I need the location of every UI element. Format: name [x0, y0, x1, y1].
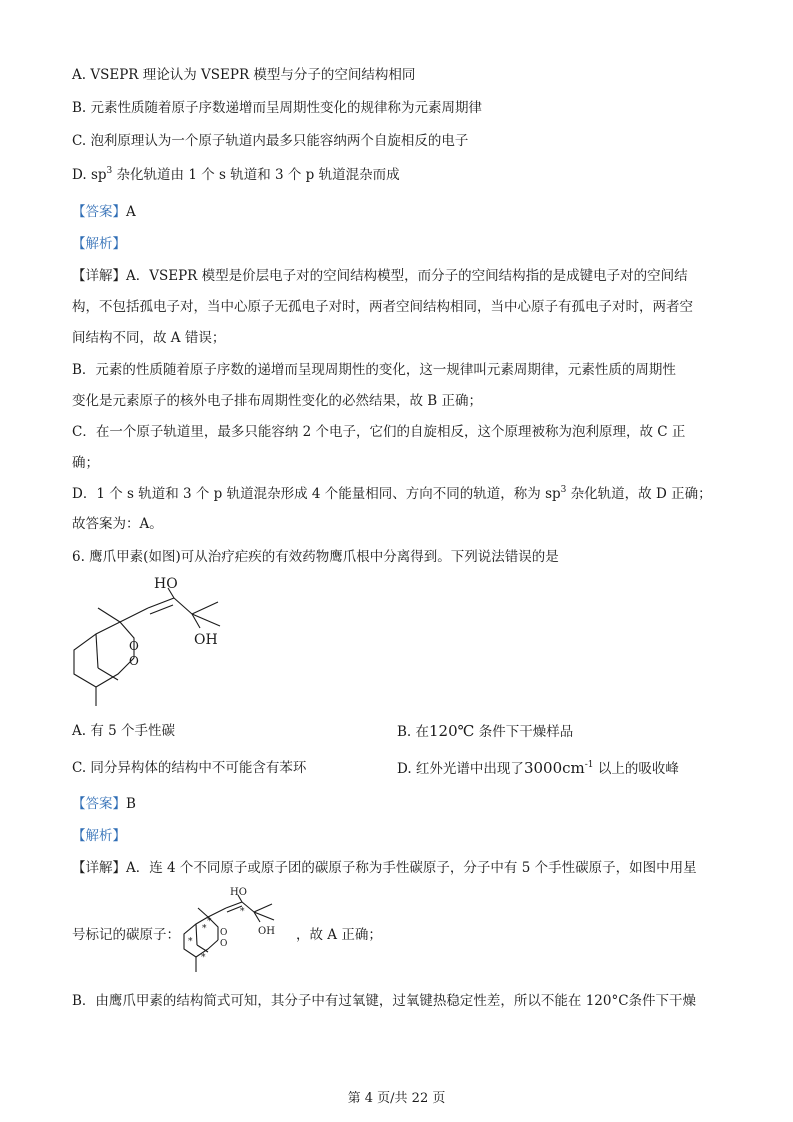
- small-ho-label: HO: [230, 887, 247, 898]
- q6-answer-tag: 【答案】: [72, 796, 126, 812]
- detail-a-line3: 间结构不同，故 A 错误；: [72, 330, 226, 346]
- q6-option-d-post: 以上的吸收峰: [593, 761, 679, 777]
- q6-analysis-tag: 【解析】: [72, 828, 126, 844]
- option-a: [72, 66, 415, 84]
- conclusion: 故答案为：A。: [72, 516, 163, 532]
- detail-d-line: [72, 485, 712, 503]
- q6-option-b-value: 120℃: [429, 722, 475, 740]
- oh-label: OH: [194, 632, 218, 648]
- option-d: [72, 166, 400, 184]
- option-b: [72, 99, 482, 117]
- option-d-pre: sp: [90, 167, 107, 183]
- detail-tag: 【详解】: [72, 268, 126, 284]
- q6-analysis-line: [72, 827, 126, 845]
- q6-detail-a-line2-pre: 号标记的碳原子：: [72, 927, 180, 943]
- q6-option-d-sup: -1: [584, 760, 594, 770]
- option-b-text: 元素性质随着原子序数递增而呈周期性变化的规律称为元素周期律: [90, 100, 483, 116]
- detail-d-post: 杂化轨道，故 D 正确；: [566, 486, 712, 502]
- q6-detail-b-line1: B．由鹰爪甲素的结构简式可知，其分子中有过氧键，过氧键热稳定性差，所以不能在 120°C条件下干燥: [72, 993, 697, 1009]
- option-a-label: A.: [72, 67, 87, 83]
- detail-b-line2: 变化是元素原子的核外电子排布周期性变化的必然结果，故 B 正确；: [72, 393, 483, 409]
- answer-tag: 【答案】: [72, 204, 126, 220]
- chiral-star-5: *: [201, 953, 206, 963]
- small-oh-label: OH: [258, 926, 275, 937]
- chiral-star-3: *: [207, 917, 212, 927]
- option-d-sup: 3: [106, 166, 113, 176]
- small-o2-label: O: [220, 939, 228, 949]
- page-footer: 第 4 页/共 22 页: [347, 1091, 446, 1106]
- answer-line: [72, 203, 136, 221]
- option-d-post: 杂化轨道由 1 个 s 轨道和 3 个 p 轨道混杂而成: [112, 167, 400, 183]
- molecule-structure-starred: [178, 884, 290, 974]
- q6-option-d-pre: D. 红外光谱中出现了: [397, 761, 524, 777]
- detail-d-sup: 3: [560, 485, 567, 495]
- q6-detail-a-line2-post: ，故 A 正确；: [296, 927, 382, 943]
- q6-option-d: [397, 759, 679, 778]
- q6-answer-value: B: [126, 796, 136, 812]
- option-c-label: C.: [72, 133, 87, 149]
- ho-label: HO: [154, 576, 178, 592]
- chiral-star-4: *: [188, 937, 193, 947]
- q6-detail-a-line1: [72, 859, 697, 877]
- q6-option-b-pre: B. 在: [397, 724, 430, 740]
- peroxide-o1-label: O: [129, 639, 139, 653]
- option-d-label: D.: [72, 167, 87, 183]
- option-c-text: 泡利原理认为一个原子轨道内最多只能容纳两个自旋相反的电子: [90, 133, 469, 149]
- q6-option-d-value: 3000cm: [523, 759, 585, 777]
- q6-option-c: C. 同分异构体的结构中不可能含有苯环: [72, 760, 307, 776]
- q6-option-b: [397, 722, 573, 741]
- detail-a-text1: A．VSEPR 模型是价层电子对的空间结构模型，而分子的空间结构指的是成键电子对的空间结: [126, 268, 688, 284]
- q6-option-b-post: 条件下干燥样品: [474, 724, 574, 740]
- analysis-tag: 【解析】: [72, 236, 126, 252]
- question-6-stem: 6. 鹰爪甲素(如图)可从治疗疟疾的有效药物鹰爪根中分离得到。下列说法错误的是: [72, 549, 559, 565]
- chiral-star-1: *: [240, 907, 245, 917]
- detail-d-pre: D．1 个 s 轨道和 3 个 p 轨道混杂形成 4 个能量相同、方向不同的轨道，称为 sp: [72, 486, 561, 502]
- chiral-star-2: *: [202, 924, 207, 934]
- peroxide-o2-label: O: [129, 654, 139, 668]
- detail-a-line1: [72, 267, 688, 285]
- detail-b-line1: B．元素的性质随着原子序数的递增而呈现周期性的变化，这一规律叫元素周期律，元素性质的周期性: [72, 362, 676, 378]
- option-b-label: B.: [72, 100, 87, 116]
- molecule-structure: [60, 570, 240, 710]
- detail-c-line2: 确；: [72, 455, 99, 471]
- option-c: [72, 132, 468, 150]
- q6-detail-tag: 【详解】: [72, 860, 126, 876]
- detail-c-line1: C．在一个原子轨道里，最多只能容纳 2 个电子，它们的自旋相反，这个原理被称为泡利原理，故 C 正: [72, 424, 686, 440]
- detail-a-line2: 构，不包括孤电子对，当中心原子无孤电子对时，两者空间结构相同，当中心原子有孤电子对时，两者空: [72, 299, 693, 315]
- option-a-text: VSEPR 理论认为 VSEPR 模型与分子的空间结构相同: [90, 67, 416, 83]
- q6-option-a: A. 有 5 个手性碳: [72, 723, 176, 739]
- analysis-line: [72, 235, 126, 253]
- q6-answer-line: [72, 795, 136, 813]
- small-o1-label: O: [220, 928, 228, 938]
- q6-detail-a-text1: A．连 4 个不同原子或原子团的碳原子称为手性碳原子，分子中有 5 个手性碳原子，如图中用星: [126, 860, 697, 876]
- answer-value: A: [126, 204, 136, 220]
